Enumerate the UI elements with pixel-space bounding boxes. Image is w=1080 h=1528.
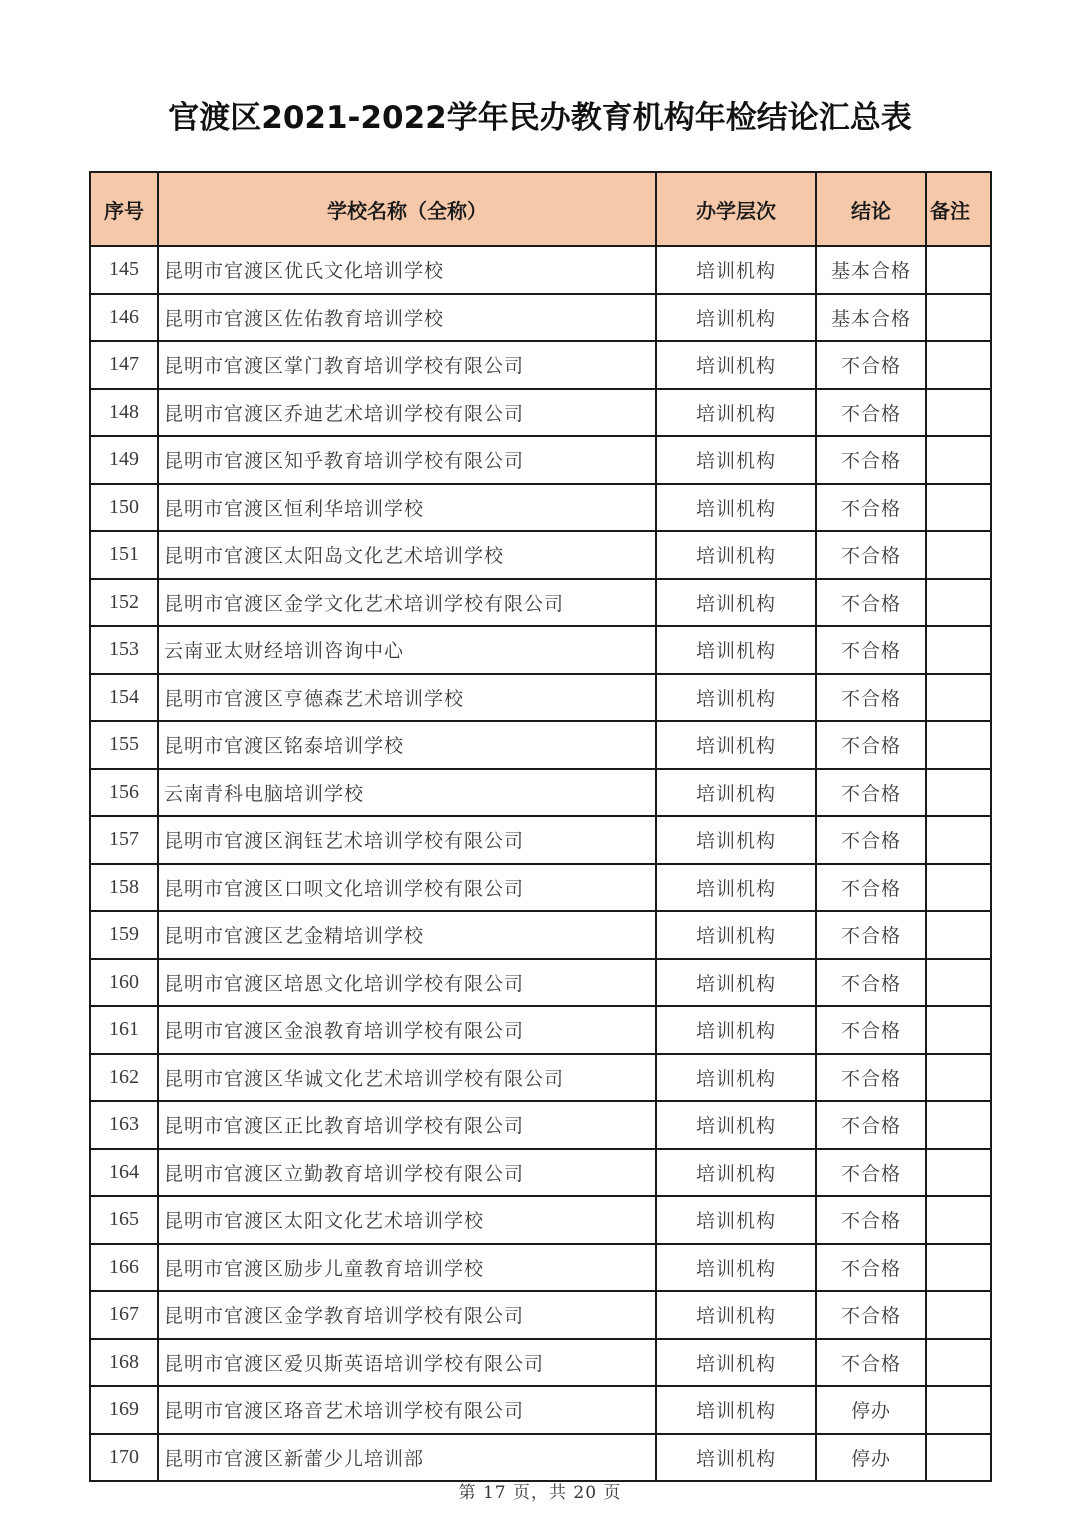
table-row [90, 721, 991, 769]
remarks-cell [926, 294, 991, 342]
remarks-cell [926, 389, 991, 437]
serial-number-cell: 155 [90, 721, 158, 769]
school-name-cell: 昆明市官渡区恒利华培训学校 [158, 484, 656, 532]
school-level-cell: 培训机构 [656, 721, 816, 769]
conclusion-cell: 不合格 [816, 721, 926, 769]
conclusion-cell: 不合格 [816, 959, 926, 1007]
serial-number-cell: 154 [90, 674, 158, 722]
remarks-cell [926, 1196, 991, 1244]
serial-number-cell: 148 [90, 389, 158, 437]
header-school-name: 学校名称（全称） [158, 172, 656, 246]
serial-number-cell: 166 [90, 1244, 158, 1292]
remarks-cell [926, 1101, 991, 1149]
conclusion-cell: 不合格 [816, 674, 926, 722]
serial-number-cell: 145 [90, 246, 158, 294]
conclusion-cell: 不合格 [816, 1291, 926, 1339]
conclusion-cell: 不合格 [816, 389, 926, 437]
table-row [90, 1291, 991, 1339]
school-name-cell: 昆明市官渡区金学文化艺术培训学校有限公司 [158, 579, 656, 627]
serial-number-cell: 152 [90, 579, 158, 627]
school-name-cell: 昆明市官渡区金学教育培训学校有限公司 [158, 1291, 656, 1339]
serial-number-cell: 149 [90, 436, 158, 484]
table-row [90, 1434, 991, 1482]
serial-number-cell: 153 [90, 626, 158, 674]
serial-number-cell: 160 [90, 959, 158, 1007]
remarks-cell [926, 579, 991, 627]
remarks-cell [926, 864, 991, 912]
school-level-cell: 培训机构 [656, 246, 816, 294]
serial-number-cell: 157 [90, 816, 158, 864]
header-school-level: 办学层次 [656, 172, 816, 246]
school-level-cell: 培训机构 [656, 484, 816, 532]
table-row [90, 246, 991, 294]
table-row [90, 959, 991, 1007]
serial-number-cell: 151 [90, 531, 158, 579]
conclusion-cell: 不合格 [816, 626, 926, 674]
school-level-cell: 培训机构 [656, 389, 816, 437]
remarks-cell [926, 769, 991, 817]
serial-number-cell: 158 [90, 864, 158, 912]
conclusion-cell: 不合格 [816, 816, 926, 864]
school-level-cell: 培训机构 [656, 626, 816, 674]
conclusion-cell: 不合格 [816, 1244, 926, 1292]
conclusion-cell: 停办 [816, 1386, 926, 1434]
remarks-cell [926, 1244, 991, 1292]
serial-number-cell: 170 [90, 1434, 158, 1482]
table-row [90, 484, 991, 532]
table-row [90, 1054, 991, 1102]
table-row [90, 1196, 991, 1244]
table-row [90, 911, 991, 959]
school-level-cell: 培训机构 [656, 1101, 816, 1149]
conclusion-cell: 不合格 [816, 1339, 926, 1387]
table-row [90, 864, 991, 912]
school-level-cell: 培训机构 [656, 1291, 816, 1339]
table-row [90, 1006, 991, 1054]
school-level-cell: 培训机构 [656, 531, 816, 579]
school-name-cell: 昆明市官渡区华诚文化艺术培训学校有限公司 [158, 1054, 656, 1102]
school-level-cell: 培训机构 [656, 864, 816, 912]
serial-number-cell: 164 [90, 1149, 158, 1197]
remarks-cell [926, 341, 991, 389]
school-level-cell: 培训机构 [656, 959, 816, 1007]
conclusion-cell: 不合格 [816, 1101, 926, 1149]
school-name-cell: 昆明市官渡区立勤教育培训学校有限公司 [158, 1149, 656, 1197]
school-level-cell: 培训机构 [656, 1006, 816, 1054]
remarks-cell [926, 1339, 991, 1387]
inspection-results-table [89, 171, 992, 1482]
serial-number-cell: 147 [90, 341, 158, 389]
remarks-cell [926, 246, 991, 294]
remarks-cell [926, 1434, 991, 1482]
school-name-cell: 昆明市官渡区优氏文化培训学校 [158, 246, 656, 294]
school-name-cell: 昆明市官渡区太阳岛文化艺术培训学校 [158, 531, 656, 579]
conclusion-cell: 不合格 [816, 436, 926, 484]
school-level-cell: 培训机构 [656, 1054, 816, 1102]
school-name-cell: 昆明市官渡区铭泰培训学校 [158, 721, 656, 769]
page-title: 官渡区2021-2022学年民办教育机构年检结论汇总表 [168, 100, 912, 136]
remarks-cell [926, 721, 991, 769]
school-level-cell: 培训机构 [656, 911, 816, 959]
conclusion-cell: 不合格 [816, 1149, 926, 1197]
table-body [90, 246, 991, 1481]
school-name-cell: 昆明市官渡区知乎教育培训学校有限公司 [158, 436, 656, 484]
remarks-cell [926, 1006, 991, 1054]
header-serial-number: 序号 [90, 172, 158, 246]
serial-number-cell: 146 [90, 294, 158, 342]
conclusion-cell: 基本合格 [816, 294, 926, 342]
header-remarks: 备注 [926, 172, 991, 246]
table-row [90, 816, 991, 864]
conclusion-cell: 不合格 [816, 864, 926, 912]
conclusion-cell: 不合格 [816, 1054, 926, 1102]
school-level-cell: 培训机构 [656, 1196, 816, 1244]
conclusion-cell: 不合格 [816, 341, 926, 389]
remarks-cell [926, 911, 991, 959]
remarks-cell [926, 484, 991, 532]
school-name-cell: 昆明市官渡区佐佑教育培训学校 [158, 294, 656, 342]
school-level-cell: 培训机构 [656, 1339, 816, 1387]
conclusion-cell: 不合格 [816, 911, 926, 959]
table-row [90, 341, 991, 389]
table-row [90, 531, 991, 579]
school-name-cell: 昆明市官渡区润钰艺术培训学校有限公司 [158, 816, 656, 864]
school-name-cell: 昆明市官渡区正比教育培训学校有限公司 [158, 1101, 656, 1149]
serial-number-cell: 168 [90, 1339, 158, 1387]
remarks-cell [926, 1386, 991, 1434]
table-row [90, 1101, 991, 1149]
table-row [90, 1149, 991, 1197]
serial-number-cell: 159 [90, 911, 158, 959]
school-level-cell: 培训机构 [656, 341, 816, 389]
conclusion-cell: 不合格 [816, 531, 926, 579]
school-level-cell: 培训机构 [656, 769, 816, 817]
serial-number-cell: 165 [90, 1196, 158, 1244]
table-row [90, 674, 991, 722]
serial-number-cell: 162 [90, 1054, 158, 1102]
remarks-cell [926, 1054, 991, 1102]
school-name-cell: 昆明市官渡区培恩文化培训学校有限公司 [158, 959, 656, 1007]
conclusion-cell: 停办 [816, 1434, 926, 1482]
conclusion-cell: 不合格 [816, 769, 926, 817]
table-row [90, 1386, 991, 1434]
remarks-cell [926, 816, 991, 864]
remarks-cell [926, 531, 991, 579]
remarks-cell [926, 674, 991, 722]
table-row [90, 1244, 991, 1292]
school-level-cell: 培训机构 [656, 579, 816, 627]
table-row [90, 294, 991, 342]
table-header-row [90, 172, 991, 246]
table-row [90, 579, 991, 627]
school-level-cell: 培训机构 [656, 1149, 816, 1197]
table-row [90, 1339, 991, 1387]
school-name-cell: 云南青科电脑培训学校 [158, 769, 656, 817]
school-name-cell: 昆明市官渡区太阳文化艺术培训学校 [158, 1196, 656, 1244]
school-level-cell: 培训机构 [656, 1244, 816, 1292]
table-row [90, 626, 991, 674]
school-level-cell: 培训机构 [656, 294, 816, 342]
school-name-cell: 昆明市官渡区励步儿童教育培训学校 [158, 1244, 656, 1292]
remarks-cell [926, 626, 991, 674]
school-name-cell: 昆明市官渡区乔迪艺术培训学校有限公司 [158, 389, 656, 437]
school-level-cell: 培训机构 [656, 816, 816, 864]
serial-number-cell: 169 [90, 1386, 158, 1434]
serial-number-cell: 167 [90, 1291, 158, 1339]
school-name-cell: 昆明市官渡区新蕾少儿培训部 [158, 1434, 656, 1482]
header-conclusion: 结论 [816, 172, 926, 246]
school-name-cell: 昆明市官渡区金浪教育培训学校有限公司 [158, 1006, 656, 1054]
page-number-footer: 第 17 页，共 20 页 [458, 1483, 622, 1503]
school-name-cell: 昆明市官渡区口呗文化培训学校有限公司 [158, 864, 656, 912]
conclusion-cell: 不合格 [816, 1006, 926, 1054]
remarks-cell [926, 959, 991, 1007]
school-level-cell: 培训机构 [656, 674, 816, 722]
table-row [90, 389, 991, 437]
school-name-cell: 昆明市官渡区珞音艺术培训学校有限公司 [158, 1386, 656, 1434]
conclusion-cell: 不合格 [816, 1196, 926, 1244]
remarks-cell [926, 1149, 991, 1197]
school-name-cell: 云南亚太财经培训咨询中心 [158, 626, 656, 674]
school-name-cell: 昆明市官渡区艺金精培训学校 [158, 911, 656, 959]
serial-number-cell: 150 [90, 484, 158, 532]
table-row [90, 769, 991, 817]
school-name-cell: 昆明市官渡区亨德森艺术培训学校 [158, 674, 656, 722]
remarks-cell [926, 436, 991, 484]
serial-number-cell: 156 [90, 769, 158, 817]
table-row [90, 436, 991, 484]
school-name-cell: 昆明市官渡区爱贝斯英语培训学校有限公司 [158, 1339, 656, 1387]
school-name-cell: 昆明市官渡区掌门教育培训学校有限公司 [158, 341, 656, 389]
conclusion-cell: 不合格 [816, 484, 926, 532]
remarks-cell [926, 1291, 991, 1339]
serial-number-cell: 163 [90, 1101, 158, 1149]
school-level-cell: 培训机构 [656, 1434, 816, 1482]
conclusion-cell: 不合格 [816, 579, 926, 627]
school-level-cell: 培训机构 [656, 1386, 816, 1434]
school-level-cell: 培训机构 [656, 436, 816, 484]
serial-number-cell: 161 [90, 1006, 158, 1054]
conclusion-cell: 基本合格 [816, 246, 926, 294]
